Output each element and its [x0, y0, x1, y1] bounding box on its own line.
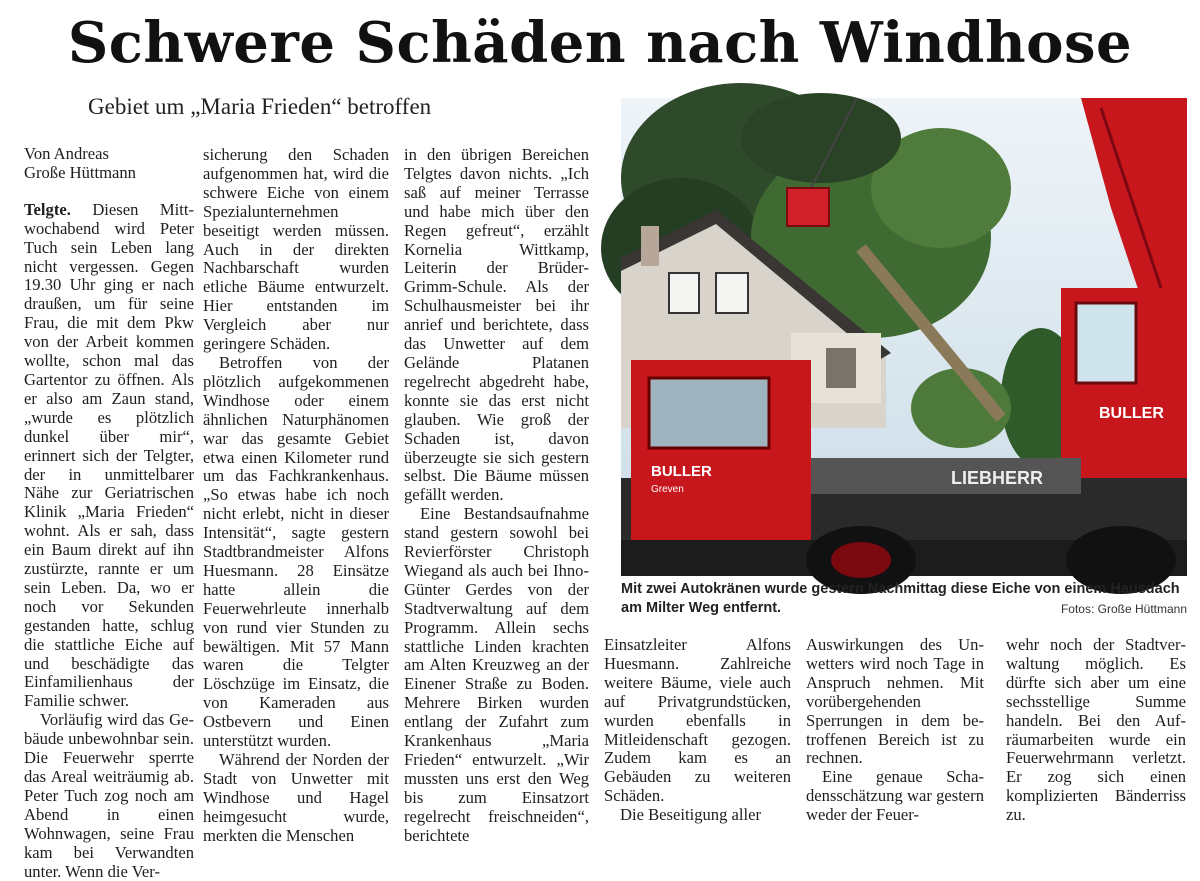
paragraph: Vorläufig wird das Gebäude unbewohnbar sein. Die Feuerwehr sperrte das Areal weiträumig ab. Peter Tuch zog noch am Abend in einen Wohnwagen, seine Frau kam bei Verwandten unter. Wenn die Ver-: [24, 710, 194, 881]
article-column-6: [1006, 635, 1186, 825]
caption-text: Mit zwei Autokränen wurde gestern Nachmittag diese Eiche von einem Hausdach am Milter Weg entfernt.: [621, 581, 1180, 616]
paragraph: Während der Norden der Stadt von Unwetter mit Windhose und Hagel heimgesucht wurde, merkten die Menschen: [203, 750, 389, 845]
byline-line-2: Große Hüttmann: [24, 162, 136, 182]
truck-city: Greven: [651, 484, 684, 495]
subtitle: Gebiet um „Maria Frieden“ betroffen: [88, 94, 432, 119]
paragraph: Die Beseitigung aller: [620, 805, 762, 825]
paragraph: Eine Bestandsaufnahme stand gestern sowohl bei Revierförster Christoph Wiegand als auch bei Ihno-Günter Gerdes von der Stadtverwaltung auf dem Programm. Allein sechs stattliche Linden krachten am Alten Kreuzweg an der Einener Straße zu Boden. Mehrere Birken wurden entlang der Zufahrt zum Krankenhaus „Maria Frieden“ entwurzelt. „Wir mussten uns erst den Weg bis zum Einsatzort regelrecht freischneiden“, berichtete: [404, 504, 589, 845]
paragraph: Betroffen von der plötzlich aufgekommenen Windhose oder einem ähnlichen Naturphänomen war das gesamte Gebiet etwa einen Kilometer rund um das Fachkrankenhaus. „So etwas habe ich noch nicht erlebt, nicht in dieser Intensität“, sagte gestern Stadtbrandmeister Alfons Huesmann. 28 Einsätze hatte allein die Feuerwehrleute innerhalb von rund vier Stunden zu bewältigen. Mit 57 Mann waren die Telgter Löschzüge im Einsatz, die von Kameraden aus Ostbevern und Einen unterstützt wurden.: [203, 352, 389, 751]
paragraph: Auswirkungen des Unwetters wird noch Tage in Anspruch nehmen. Mit vorübergehenden Sperrungen in dem betroffenen Bereich ist zu rechnen.: [806, 635, 984, 768]
article-column-3: [404, 145, 589, 845]
cab-lettering: BULLER: [1099, 405, 1164, 422]
photo-caption: [621, 580, 1187, 626]
dateline: Telgte.: [24, 199, 71, 219]
paragraph: wehr noch der Stadtverwaltung möglich. Es dürfte sich aber um eine sechsstellige Summe handeln. Bei den Aufräumarbeiten wurde ein Feuerwehrmann verletzt. Er zog sich einen komplizierten Bänderriss zu.: [1006, 635, 1186, 825]
article-column-1: [24, 144, 194, 881]
headline: Schwere Schäden nach Windhose: [67, 10, 1133, 76]
paragraph: in den übrigen Bereichen Telgtes davon nichts. „Ich saß auf meiner Terrasse und habe mich über den Regen gefreut“, erzählt Kornelia Wittkamp, Leiterin der Brüder-Grimm-Schule. Als der Schulhausmeister bei ihr anrief und berichtete, dass das Unwetter auf dem Gelände Platanen regelrecht abgedreht habe, konnte sie das erst nicht glauben. Wie groß der Schaden ist, davon überzeugte sie sich gestern selbst. Die Bäume müssen gefällt werden.: [404, 145, 589, 505]
truck-lettering: BULLER: [651, 463, 712, 480]
article-column-4: [604, 635, 791, 825]
paragraph: [24, 201, 194, 711]
article-column-5: [806, 635, 984, 825]
paragraph: Eine genaue Schadensschätzung war gestern weder der Feuer-: [806, 767, 984, 825]
paragraph: Einsatzleiter Alfons Huesmann. Zahlreiche weitere Bäume, viele auch auf Privatgrundstücken, wurden ebenfalls in Mitleidenschaft gezogen. Zudem kam es an Gebäuden zu weiteren Schäden.: [604, 635, 791, 806]
photo-credit: Fotos: Große Hüttmann: [1060, 602, 1187, 616]
paragraph-text: Diesen Mittwochabend wird Peter Tuch sein Leben lang nicht vergessen. Gegen 19.30 Uhr ging er nach draußen, um für seine Frau, die mit dem Pkw von der Arbeit kommen wollte, schon mal das Gartentor zu öffnen. Als er also am Zaun stand, „wurde es plötzlich dunkel über mir“, erinnert sich der Telgter, der in unmittelbarer Nähe zur Geriatrischen Klinik „Maria Frieden“ wohnt. Als er sah, dass ein Baum direkt auf ihn zustürzte, rannte er um sein Leben. Da, wo er noch vor Sekunden gestanden hatte, schlug die stattliche Eiche auf und beschädigte das Einfamilienhaus der Familie schwer.: [24, 199, 194, 711]
crane-photo: [621, 98, 1187, 576]
byline-line-1: Von Andreas: [24, 144, 109, 163]
paragraph: sicherung den Schaden aufgenommen hat, wird die schwere Eiche von einem Spezialunternehmen beseitigt werden müssen. Auch in der direkten Nachbarschaft wurden etliche Bäume entwurzelt. Hier entstanden im Vergleich aber nur geringere Schäden.: [203, 145, 389, 354]
crane-lettering: LIEBHERR: [951, 468, 1044, 488]
article-column-2: [203, 145, 389, 845]
byline: [24, 145, 194, 183]
